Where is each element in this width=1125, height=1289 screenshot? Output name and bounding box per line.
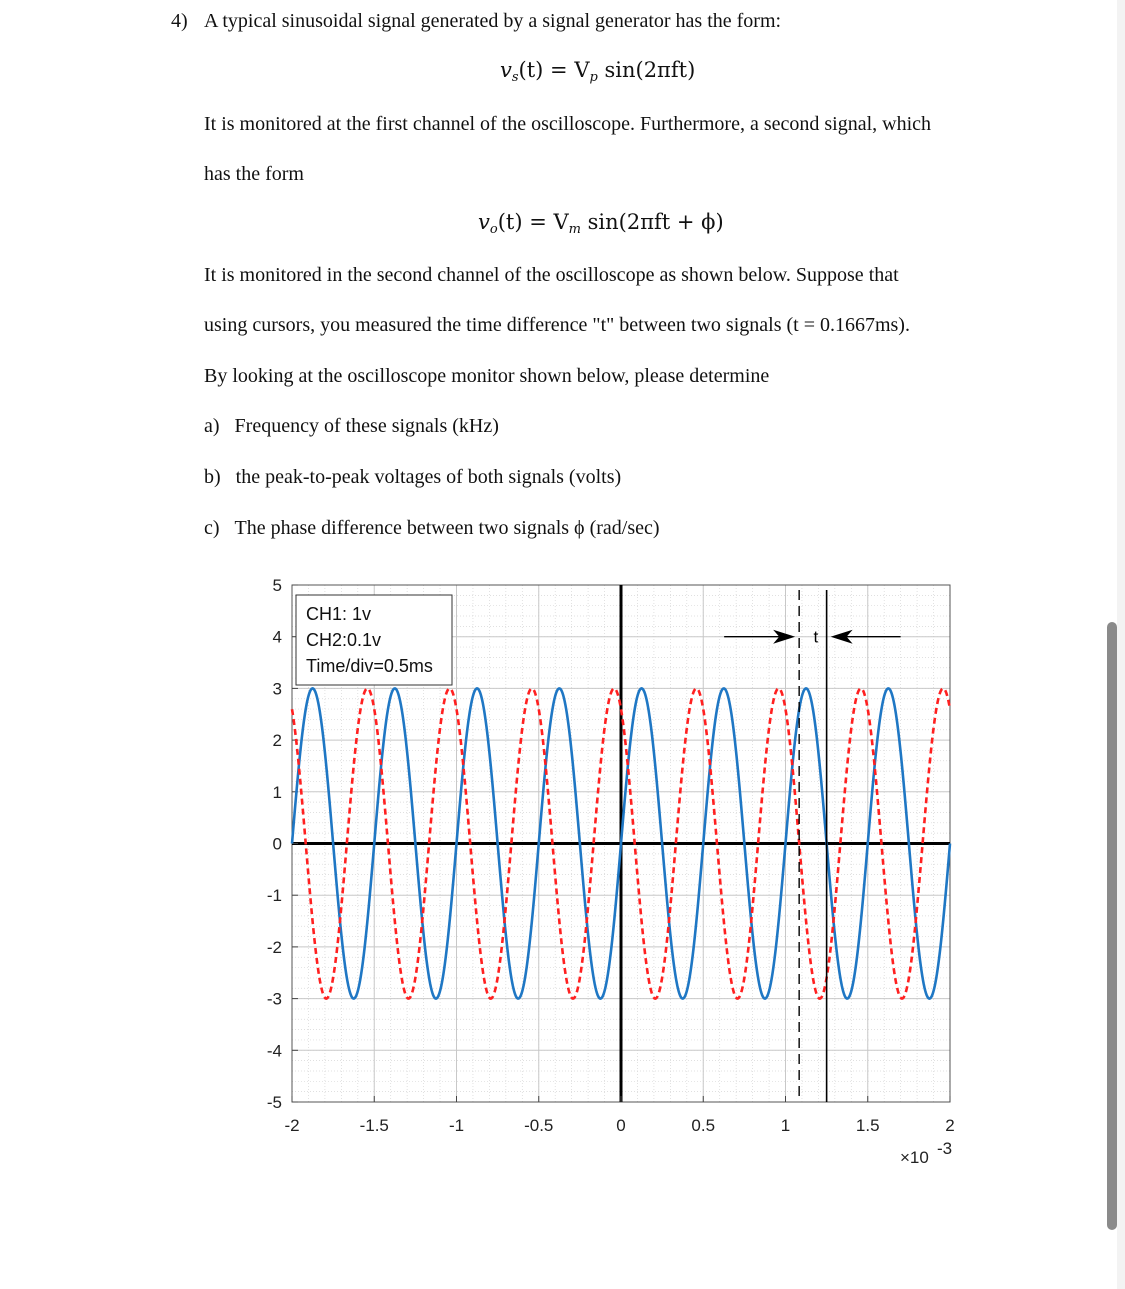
text-line-4: using cursors, you measured the time difference "t" between two signals (t = 0.1667ms).: [204, 314, 910, 336]
question-c-label: c): [204, 517, 220, 539]
eq2-func: sin(2πft + ϕ): [580, 210, 724, 234]
text-line-3: It is monitored in the second channel of the oscilloscope as shown below. Suppose that: [204, 264, 899, 286]
y-tick-label: 1: [272, 782, 282, 802]
eq2-rest: (t) = V: [497, 210, 569, 234]
y-tick-label: -1: [266, 886, 282, 906]
x-tick-label: 1: [780, 1116, 791, 1135]
eq1-v-sub: p: [589, 70, 598, 85]
question-b: [204, 466, 621, 489]
y-tick-label: 4: [272, 627, 282, 647]
x-axis-multiplier-exponent: -3: [937, 1139, 953, 1158]
y-tick-label: -5: [266, 1093, 282, 1112]
question-a: [204, 415, 499, 438]
legend-line: Time/div=0.5ms: [306, 656, 433, 676]
y-tick-label: 3: [272, 679, 282, 699]
x-tick-label: -2: [284, 1116, 300, 1135]
x-tick-label: 0.5: [691, 1116, 716, 1135]
text-line-1: It is monitored at the first channel of the oscilloscope. Furthermore, a second signal, which: [204, 113, 932, 135]
y-tick-label: 5: [272, 576, 282, 595]
x-tick-label: 1.5: [855, 1116, 880, 1135]
problem-number: 4): [171, 10, 188, 32]
question-b-text: the peak-to-peak voltages of both signals (volts): [235, 466, 622, 488]
oscilloscope-chart: [250, 570, 970, 1170]
question-b-label: b): [204, 466, 221, 488]
eq1-lhs-sub: s: [511, 70, 519, 85]
y-tick-label: -3: [266, 989, 282, 1009]
eq1-lhs: v: [500, 58, 512, 82]
equation-vs: [500, 58, 695, 85]
y-tick-label: -4: [266, 1041, 282, 1061]
y-tick-label: 2: [272, 731, 282, 751]
y-tick-label: -2: [266, 937, 282, 957]
x-axis-multiplier: ×10: [900, 1148, 929, 1167]
cursor-label-t: t: [813, 627, 819, 647]
text-line-2: has the form: [204, 163, 304, 185]
scrollbar-track[interactable]: [1117, 0, 1125, 1289]
eq1-rest: (t) = V: [518, 58, 590, 82]
x-tick-label: -0.5: [524, 1116, 554, 1135]
x-tick-label: 0: [616, 1116, 626, 1135]
equation-vo: [478, 210, 724, 237]
x-tick-label: 2: [945, 1116, 955, 1135]
x-tick-label: -1.5: [359, 1116, 389, 1135]
legend-line: CH1: 1v: [306, 604, 372, 624]
scrollbar-thumb[interactable]: [1107, 622, 1117, 1230]
x-tick-label: -1: [448, 1116, 465, 1135]
eq2-v-sub: m: [568, 222, 581, 237]
question-c: [204, 517, 660, 540]
eq2-lhs-sub: o: [489, 222, 498, 237]
text-line-5: By looking at the oscilloscope monitor shown below, please determine: [204, 365, 770, 387]
question-a-label: a): [204, 415, 220, 437]
legend-line: CH2:0.1v: [306, 630, 382, 650]
eq2-lhs: v: [478, 210, 490, 234]
problem-intro: A typical sinusoidal signal generated by a signal generator has the form:: [204, 10, 782, 32]
question-a-text: Frequency of these signals (kHz): [234, 415, 499, 437]
y-tick-label: 0: [272, 834, 282, 854]
eq1-func: sin(2πft): [597, 58, 696, 82]
question-c-text: The phase difference between two signals ϕ (rad/sec): [234, 517, 660, 539]
legend: [296, 595, 452, 685]
